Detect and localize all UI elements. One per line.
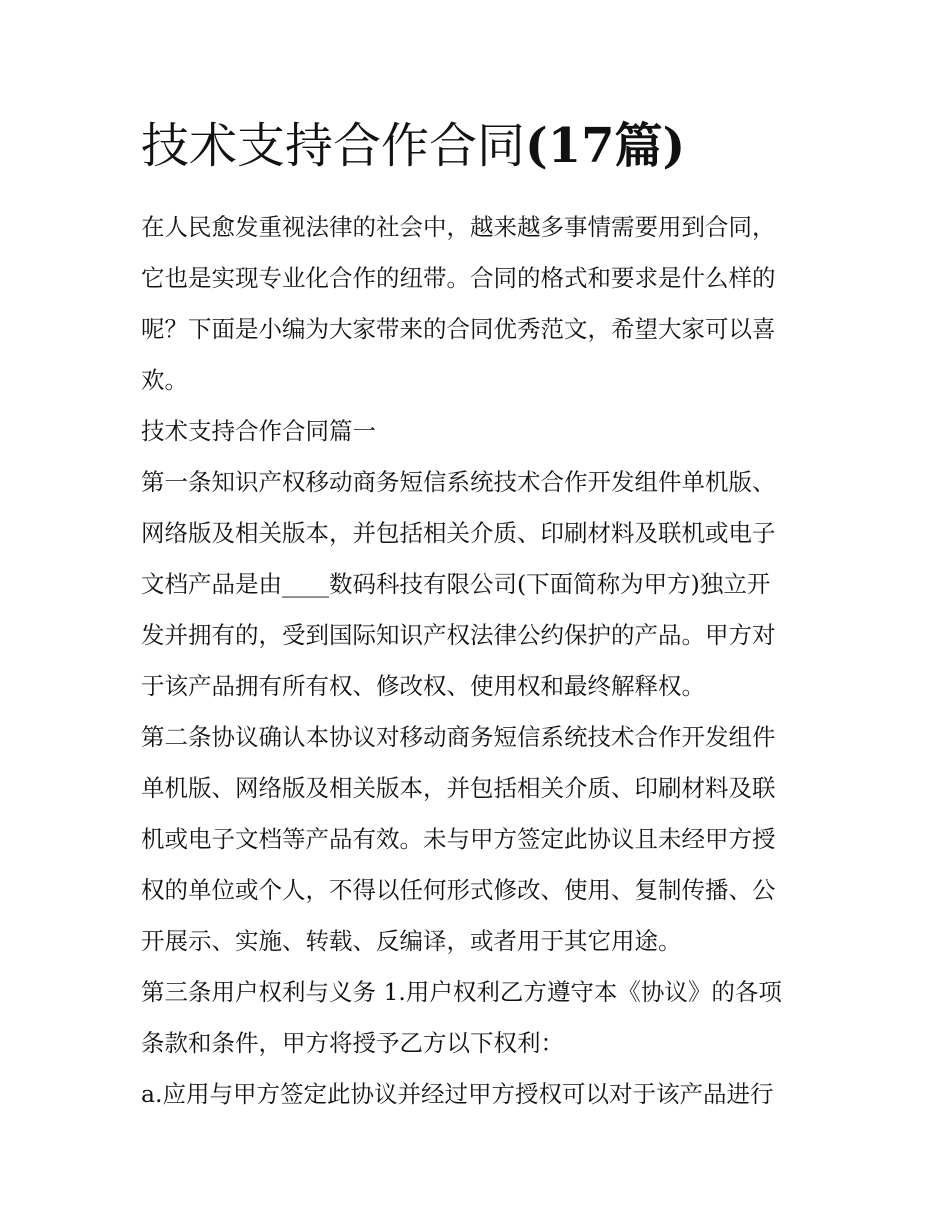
paragraph-line: 于该产品拥有所有权、修改权、使用权和最终解释权。 (141, 672, 705, 700)
title-suffix: (17篇) (525, 118, 686, 174)
paragraph-line: 欢。 (141, 366, 188, 394)
paragraph-line: a.应用与甲方签定此协议并经过甲方授权可以对于该产品进行 (141, 1080, 774, 1108)
section-heading: 技术支持合作合同篇一 (141, 417, 376, 445)
document-title (141, 0, 811, 178)
paragraph-line: 网络版及相关版本，并包括相关介质、印刷材料及联机或电子 (141, 519, 776, 547)
paragraph-line: 文档产品是由____数码科技有限公司(下面简称为甲方)独立开 (141, 570, 771, 598)
paragraph-line: 权的单位或个人，不得以任何形式修改、使用、复制传播、公 (141, 876, 776, 904)
paragraph-line: 开展示、实施、转载、反编译，或者用于其它用途。 (141, 927, 682, 955)
paragraph-line: 它也是实现专业化合作的纽带。合同的格式和要求是什么样的 (141, 264, 776, 292)
paragraph-line: 呢？下面是小编为大家带来的合同优秀范文，希望大家可以喜 (141, 315, 776, 343)
paragraph-line: 第二条协议确认本协议对移动商务短信系统技术合作开发组件 (141, 723, 776, 751)
document-body (141, 202, 811, 1120)
paragraph-line: 第三条用户权利与义务 1.用户权利乙方遵守本《协议》的各项 (141, 978, 782, 1006)
paragraph-line: 机或电子文档等产品有效。未与甲方签定此协议且未经甲方授 (141, 825, 776, 853)
paragraph-line: 条款和条件，甲方将授予乙方以下权利： (141, 1029, 564, 1057)
title-main: 技术支持合作合同 (141, 118, 526, 174)
paragraph-line: 发并拥有的，受到国际知识产权法律公约保护的产品。甲方对 (141, 621, 776, 649)
document-page (141, 0, 811, 1120)
paragraph-line: 单机版、网络版及相关版本，并包括相关介质、印刷材料及联 (141, 774, 776, 802)
paragraph-line: 第一条知识产权移动商务短信系统技术合作开发组件单机版、 (141, 468, 776, 496)
paragraph-line: 在人民愈发重视法律的社会中，越来越多事情需要用到合同， (141, 213, 776, 241)
